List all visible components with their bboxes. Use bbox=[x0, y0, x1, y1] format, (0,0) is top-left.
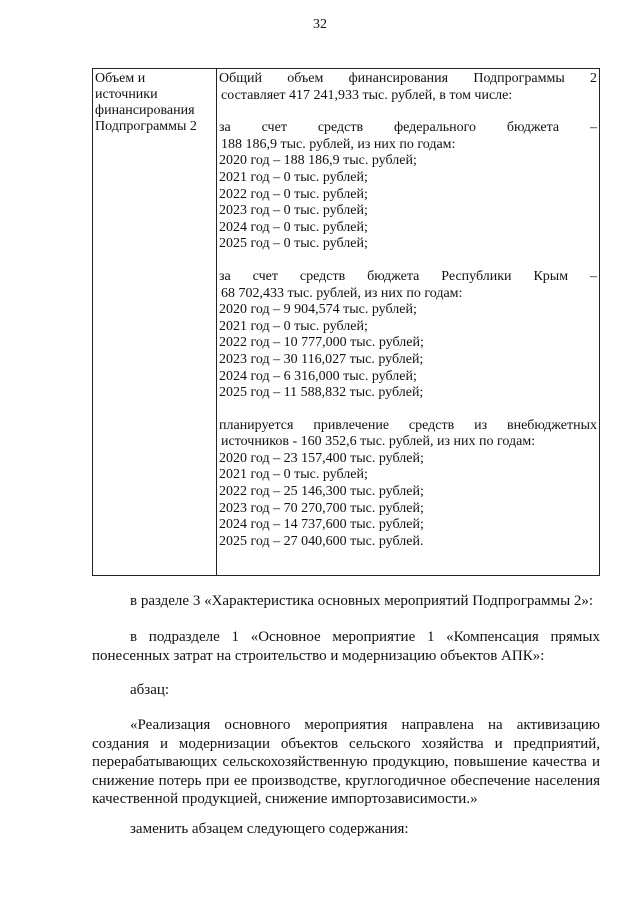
federal-year-line: 2021 год – 0 тыс. рублей; bbox=[219, 169, 368, 185]
table-content-cell bbox=[219, 71, 597, 550]
crimea-year-line: 2025 год – 11 588,832 тыс. рублей; bbox=[219, 385, 424, 401]
crimea-year-line: 2021 год – 0 тыс. рублей; bbox=[219, 318, 368, 334]
table-label-cell bbox=[95, 71, 213, 135]
crimea-year-line: 2024 год – 6 316,000 тыс. рублей; bbox=[219, 368, 417, 384]
crimea-year-line: 2023 год – 30 116,027 тыс. рублей; bbox=[219, 351, 424, 367]
subsection-line: в подразделе 1 «Основное мероприятие 1 «Компенсация прямых bbox=[130, 629, 600, 645]
label-line: финансирования bbox=[95, 103, 195, 118]
federal-year-line: 2022 год – 0 тыс. рублей; bbox=[219, 186, 368, 202]
abzac-paragraph bbox=[92, 681, 600, 700]
subsection-paragraph bbox=[92, 628, 600, 665]
intro-line: Общий объем финансирования Подпрограммы 2 bbox=[219, 71, 597, 86]
crimea-year-line: 2020 год – 9 904,574 тыс. рублей; bbox=[219, 302, 417, 318]
federal-year-line: 2024 год – 0 тыс. рублей; bbox=[219, 219, 368, 235]
replace-paragraph bbox=[92, 820, 600, 839]
extra-year-line: 2020 год – 23 157,400 тыс. рублей; bbox=[219, 450, 424, 466]
quote-line: качественной продукцией, снижение импортозависимости.» bbox=[92, 791, 478, 807]
label-line: источники bbox=[95, 87, 158, 102]
label-line: Подпрограммы 2 bbox=[95, 119, 197, 134]
section-line: в разделе 3 «Характеристика основных мероприятий Подпрограммы 2»: bbox=[130, 593, 594, 609]
crimea-year-line: 2022 год – 10 777,000 тыс. рублей; bbox=[219, 335, 424, 351]
page-number: 32 bbox=[313, 17, 327, 32]
label-line: Объем и bbox=[95, 71, 146, 86]
federal-head-line: 188 186,9 тыс. рублей, из них по годам: bbox=[221, 136, 456, 152]
intro-line: составляет 417 241,933 тыс. рублей, в том числе: bbox=[221, 87, 513, 103]
replace-line: заменить абзацем следующего содержания: bbox=[130, 821, 409, 837]
extra-head-line: планируется привлечение средств из внебюджетных bbox=[219, 417, 597, 433]
extra-year-line: 2023 год – 70 270,700 тыс. рублей; bbox=[219, 500, 424, 516]
passport-table bbox=[92, 68, 600, 576]
quote-line: перерабатывающих сельскохозяйственную продукцию, повышение качества и bbox=[92, 754, 600, 770]
extra-year-line: 2021 год – 0 тыс. рублей; bbox=[219, 467, 368, 483]
quote-line: снижение потерь при ее производстве, круглогодичное обеспечение населения bbox=[92, 772, 600, 789]
subsection-line: понесенных затрат на строительство и модернизацию объектов АПК»: bbox=[92, 647, 545, 664]
abzac-label: абзац: bbox=[130, 682, 170, 698]
quote-line: создания и модернизации объектов сельского хозяйства и предприятий, bbox=[92, 735, 600, 752]
extra-year-line: 2025 год – 27 040,600 тыс. рублей. bbox=[219, 533, 424, 549]
crimea-head-line: 68 702,433 тыс. рублей, из них по годам: bbox=[221, 285, 463, 301]
federal-year-line: 2025 год – 0 тыс. рублей; bbox=[219, 236, 368, 252]
federal-year-line: 2023 год – 0 тыс. рублей; bbox=[219, 203, 368, 219]
crimea-head-line: за счет средств бюджета Республики Крым – bbox=[219, 268, 597, 284]
quote-paragraph bbox=[92, 716, 600, 809]
column-divider bbox=[216, 69, 217, 575]
federal-head-line: за счет средств федерального бюджета – bbox=[219, 120, 597, 136]
federal-year-line: 2020 год – 188 186,9 тыс. рублей; bbox=[219, 153, 417, 169]
section-paragraph bbox=[92, 592, 600, 611]
extra-head-line: источников - 160 352,6 тыс. рублей, из них по годам: bbox=[221, 434, 536, 450]
quote-line: «Реализация основного мероприятия направлена на активизацию bbox=[130, 717, 600, 733]
extra-year-line: 2024 год – 14 737,600 тыс. рублей; bbox=[219, 517, 424, 533]
extra-year-line: 2022 год – 25 146,300 тыс. рублей; bbox=[219, 484, 424, 500]
